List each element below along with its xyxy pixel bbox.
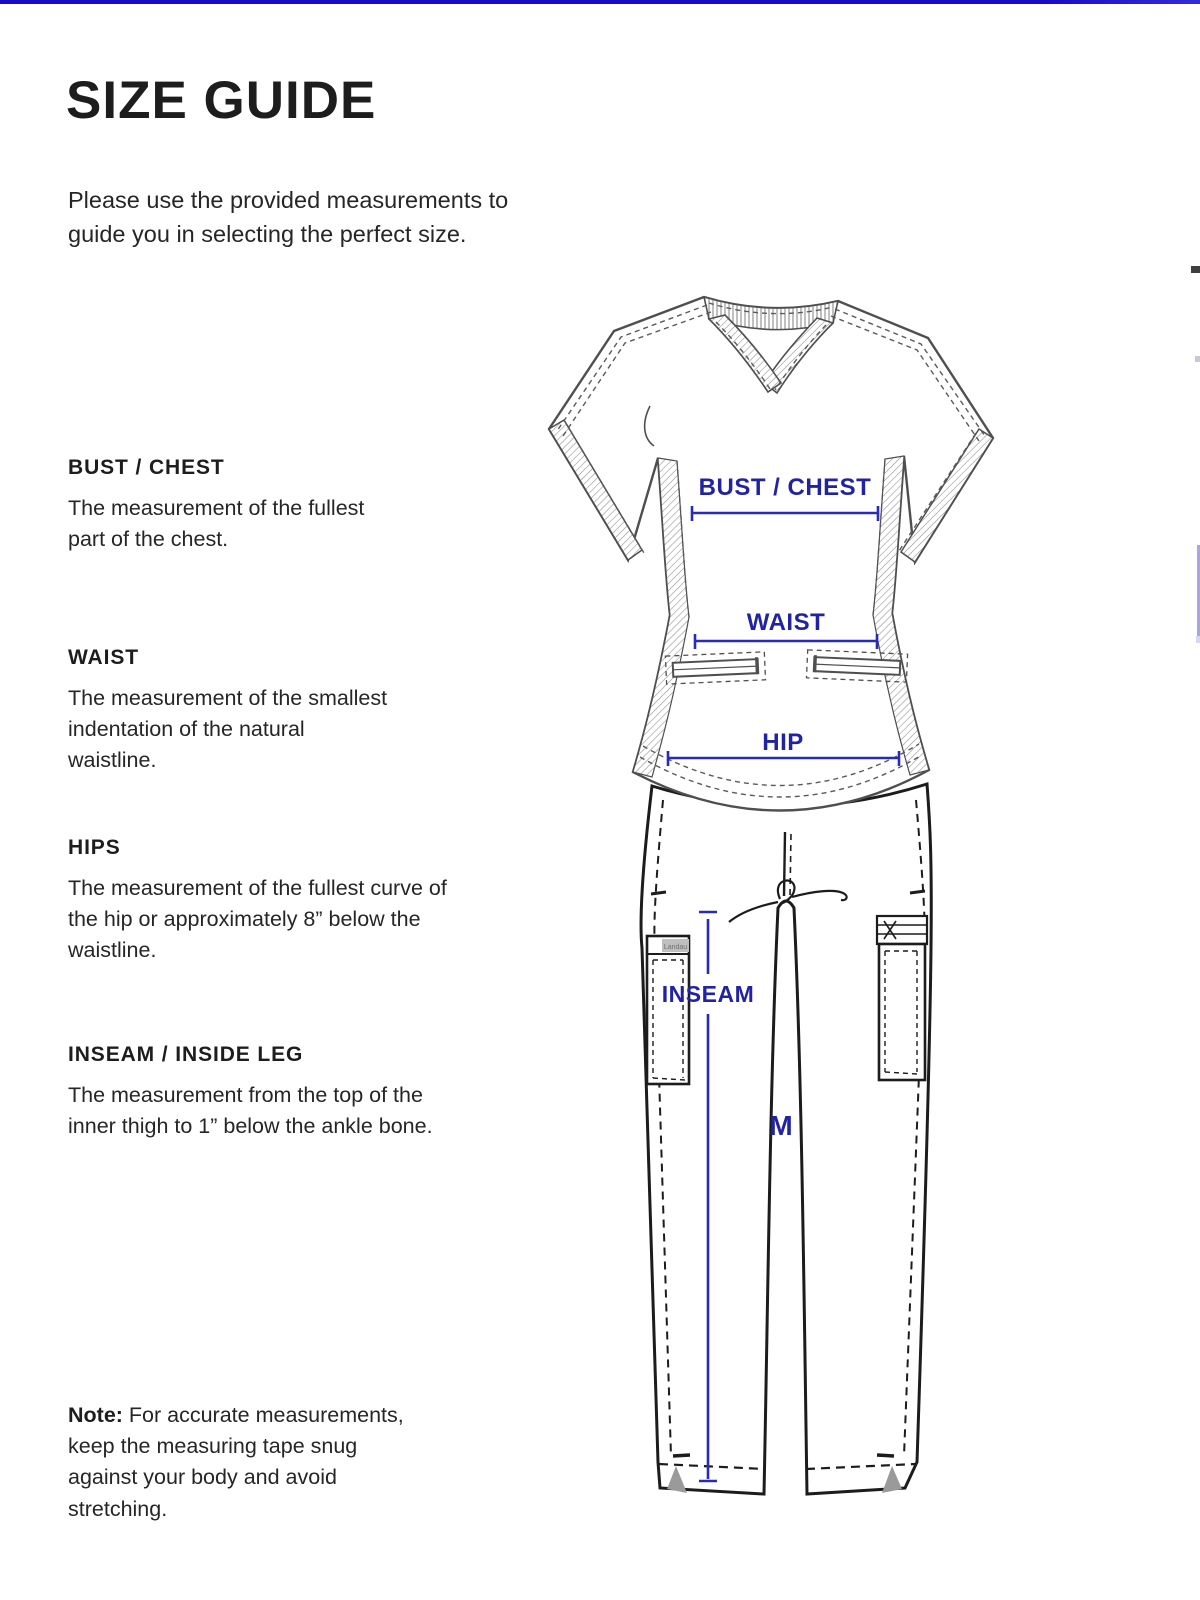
hip-diagram-label: HIP: [762, 729, 804, 756]
edge-fragment: [1195, 356, 1200, 362]
note-text: For accurate measurements, keep the measuring tape snug against your body and avoid stretching.: [68, 1403, 404, 1521]
bust-chest-diagram-label: BUST / CHEST: [698, 474, 872, 501]
definition-heading: HIPS: [68, 836, 121, 859]
brand-tag: Landau: [663, 944, 688, 951]
definition-waist: [68, 646, 388, 777]
top-accent-bar: [0, 0, 1200, 4]
definition-inseam: [68, 1043, 438, 1142]
zipper-band: [877, 916, 927, 944]
definition-body: The measurement from the top of the inner thigh to 1” below the ankle bone.: [68, 1083, 433, 1139]
intro-text: Please use the provided measurements to guide you in selecting the perfect size.: [68, 187, 509, 248]
measurement-note: [68, 1400, 418, 1525]
definition-heading: WAIST: [68, 646, 139, 669]
note-label: Note:: [68, 1403, 123, 1427]
size-letter-label: M: [769, 1110, 793, 1141]
edge-fragment: [1191, 266, 1200, 273]
edge-fragment: [1196, 636, 1200, 643]
definition-body: The measurement of the fullest part of the chest.: [68, 496, 365, 552]
definition-heading: BUST / CHEST: [68, 456, 225, 479]
definition-hips: [68, 836, 458, 967]
right-cargo-pocket: [877, 891, 927, 1080]
center-front-seam: [784, 832, 785, 896]
definition-body: The measurement of the smallest indentation of the natural waistline.: [68, 686, 388, 773]
page-title: SIZE GUIDE: [66, 71, 377, 130]
inseam-diagram-label: INSEAM: [661, 981, 755, 1007]
definition-body: The measurement of the fullest curve of the hip or approximately 8” below the waistline.: [68, 876, 447, 963]
definition-bust-chest: [68, 456, 368, 555]
definition-heading: INSEAM / INSIDE LEG: [68, 1043, 304, 1066]
waist-diagram-label: WAIST: [746, 609, 826, 636]
garment-diagram: [540, 282, 1015, 1515]
